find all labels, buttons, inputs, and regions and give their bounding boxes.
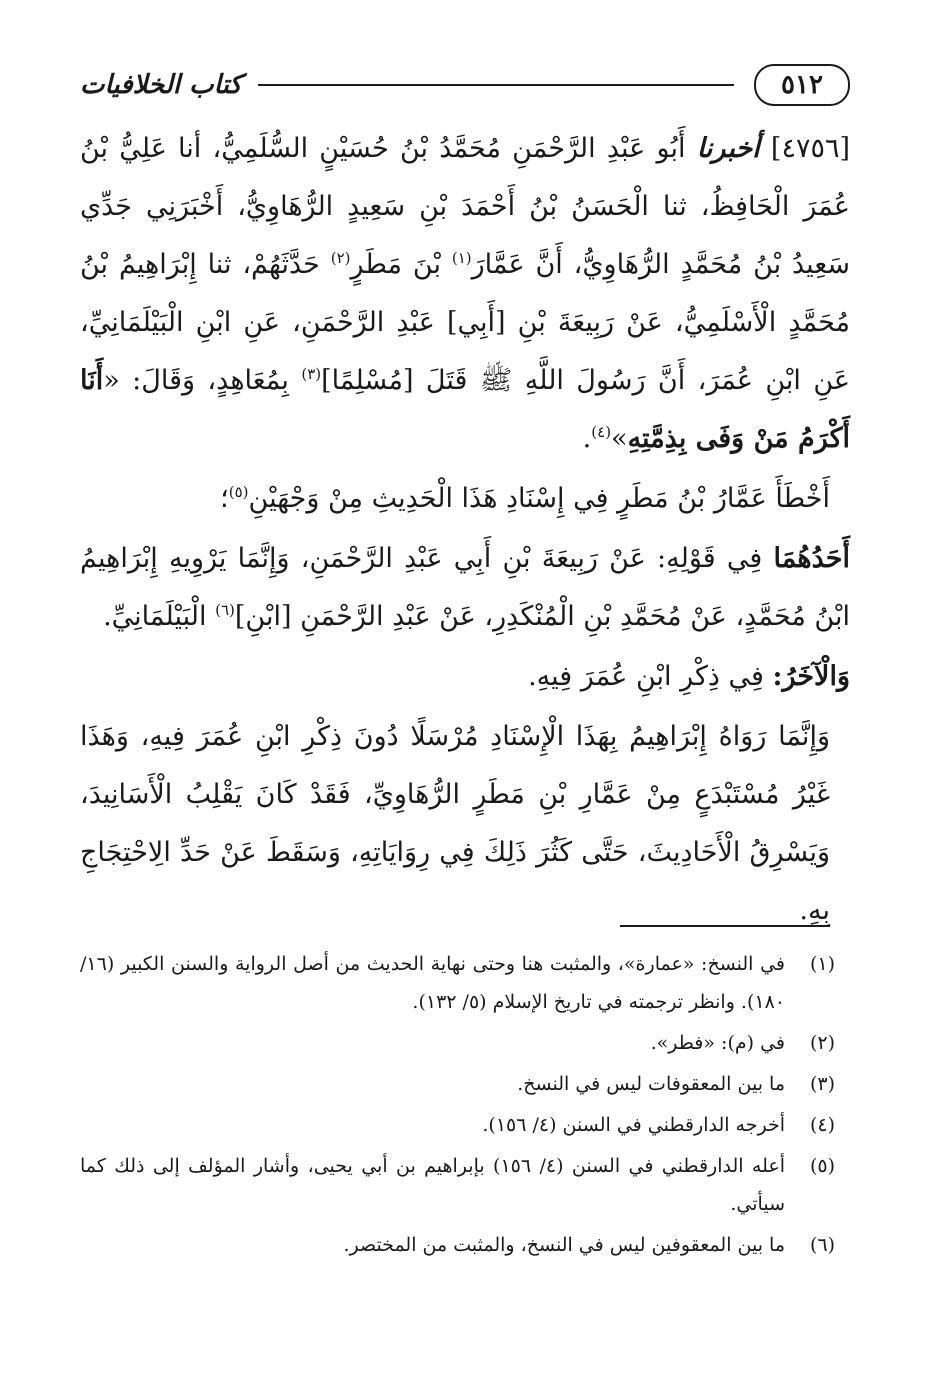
footnote-ref: (٣) bbox=[301, 365, 322, 383]
text-segment: الْبَيْلَمَانِيِّ. bbox=[103, 601, 207, 632]
text-segment: أَبُو عَبْدِ الرَّحْمَنِ مُحَمَّدُ بْنُ حُسَيْنٍ السُّلَمِيُّ، أنا عَلِيُّ بْنُ عُمَرَ الْحَافِظُ، ثنا الْحَسَنُ بْنُ أَحْمَدَ بْنِ سَعِيدٍ الرُّهَاوِيُّ، أَخْبَرَنِي جَدِّي سَعِيدُ بْنُ مُحَمَّدٍ الرُّهَاوِيُّ، أَنَّ عَمَّارَ bbox=[80, 133, 850, 280]
commentary-paragraph bbox=[80, 530, 850, 646]
footnote-text: أعله الدارقطني في السنن (٤/ ١٥٦) بإبراهيم بن أبي يحيى، وأشار المؤلف إلى ذلك كما سيأتي. bbox=[80, 1155, 785, 1215]
lead-word: أخبرنا bbox=[696, 133, 760, 164]
footnote bbox=[80, 1226, 835, 1264]
footnote-text: أخرجه الدارقطني في السنن (٤/ ١٥٦). bbox=[482, 1114, 785, 1136]
hadith-paragraph bbox=[80, 120, 850, 468]
text-segment: . bbox=[582, 423, 592, 454]
footnotes bbox=[80, 945, 835, 1267]
header-rule bbox=[258, 84, 734, 86]
hadith-number: [٤٧٥٦] bbox=[770, 133, 850, 164]
footnote-number: (٣) bbox=[809, 1073, 835, 1095]
footnote bbox=[80, 945, 835, 1021]
footnote-number: (٦) bbox=[809, 1234, 835, 1256]
footnote-number: (٥) bbox=[809, 1155, 835, 1177]
text-segment: » bbox=[611, 423, 628, 454]
text-segment: وَإِنَّمَا رَوَاهُ إِبْرَاهِيمُ بِهَذَا الْإِسْنَادِ مُرْسَلًا دُونَ ذِكْرِ ابْنِ عُمَرَ فِيهِ، وَهَذَا غَيْرُ مُسْتَبْدَعٍ مِنْ عَمَّارِ بْنِ مَطَرٍ الرُّهَاوِيِّ، فَقَدْ كَانَ يَقْلِبُ الْأَسَانِيدَ، وَيَسْرِقُ الْأَحَادِيثَ، حَتَّى كَثُرَ ذَلِكَ فِي رِوَايَاتِهِ، وَسَقَطَ عَنْ حَدِّ الِاحْتِجَاجِ بِهِ. bbox=[80, 721, 830, 926]
text-segment: فِي قَوْلِهِ: عَنْ رَبِيعَةَ بْنِ أَبِي عَبْدِ الرَّحْمَنِ، وَإِنَّمَا يَرْوِيهِ إِبْرَاهِيمُ ابْنُ مُحَمَّدٍ، عَنْ مُحَمَّدِ بْنِ الْمُنْكَدِرِ، عَنْ عَبْدِ الرَّحْمَنِ [ابْنِ] bbox=[80, 543, 850, 632]
text-segment: أَخْطَأَ عَمَّارُ بْنُ مَطَرٍ فِي إِسْنَادِ هَذَا الْحَدِيثِ مِنْ وَجْهَيْنِ bbox=[248, 483, 830, 514]
commentary-paragraph bbox=[80, 708, 850, 940]
footnote-ref: (١) bbox=[451, 249, 472, 267]
footnote-separator bbox=[620, 925, 830, 927]
footnote-ref: (٢) bbox=[330, 249, 351, 267]
footnote-ref: (٥) bbox=[228, 483, 249, 501]
footnote-number: (١) bbox=[809, 953, 835, 975]
text-segment: بِمُعَاهِدٍ، وَقَالَ: « bbox=[103, 365, 289, 396]
footnote bbox=[80, 1147, 835, 1223]
bold-term: وَالْآخَرُ: bbox=[772, 661, 850, 692]
footnote-number: (٢) bbox=[809, 1032, 835, 1054]
footnote-text: ما بين المعقوفات ليس في النسخ. bbox=[517, 1073, 785, 1095]
text-segment: بْنَ مَطَرٍ bbox=[350, 249, 441, 280]
text-segment: حَدَّثَهُمْ، ثنا إِبْرَاهِيمُ بْنُ مُحَمَّدٍ الْأَسْلَمِيُّ، عَنْ رَبِيعَةَ بْنِ [أَبِي] عَبْدِ الرَّحْمَنِ، عَنِ ابْنِ الْبَيْلَمَانِيِّ، عَنِ ابْنِ عُمَرَ، أَنَّ رَسُولَ اللَّهِ ﷺ قَتَلَ [مُسْلِمًا] bbox=[80, 249, 850, 396]
footnote-text: ما بين المعقوفين ليس في النسخ، والمثبت من المختصر. bbox=[343, 1234, 785, 1256]
page-number: ٥١٢ bbox=[754, 64, 850, 106]
bold-term: أَحَدُهُمَا bbox=[773, 543, 850, 574]
footnote bbox=[80, 1065, 835, 1103]
page-header bbox=[80, 60, 850, 110]
footnote-number: (٤) bbox=[809, 1114, 835, 1136]
hadith-quote: أَنَا أَكْرَمُ مَنْ وَفَى بِذِمَّتِهِ bbox=[80, 365, 850, 454]
footnote-text: في النسخ: «عمارة»، والمثبت هنا وحتى نهاية الحديث من أصل الرواية والسنن الكبير (١٦/ ١٨٠). وانظر ترجمته في تاريخ الإسلام (٥/ ١٣٢). bbox=[80, 953, 785, 1013]
footnote-text: في (م): «فطر». bbox=[650, 1032, 785, 1054]
book-title: كتاب الخلافيات bbox=[80, 70, 242, 100]
footnote-ref: (٦) bbox=[215, 601, 235, 619]
main-text bbox=[80, 120, 850, 940]
footnote bbox=[80, 1024, 835, 1062]
text-segment: ؛ bbox=[220, 483, 229, 514]
footnote-ref: (٤) bbox=[591, 423, 612, 441]
text-segment: فِي ذِكْرِ ابْنِ عُمَرَ فِيهِ. bbox=[528, 661, 764, 692]
footnote bbox=[80, 1106, 835, 1144]
commentary-paragraph bbox=[80, 648, 850, 706]
commentary-paragraph bbox=[80, 470, 850, 528]
